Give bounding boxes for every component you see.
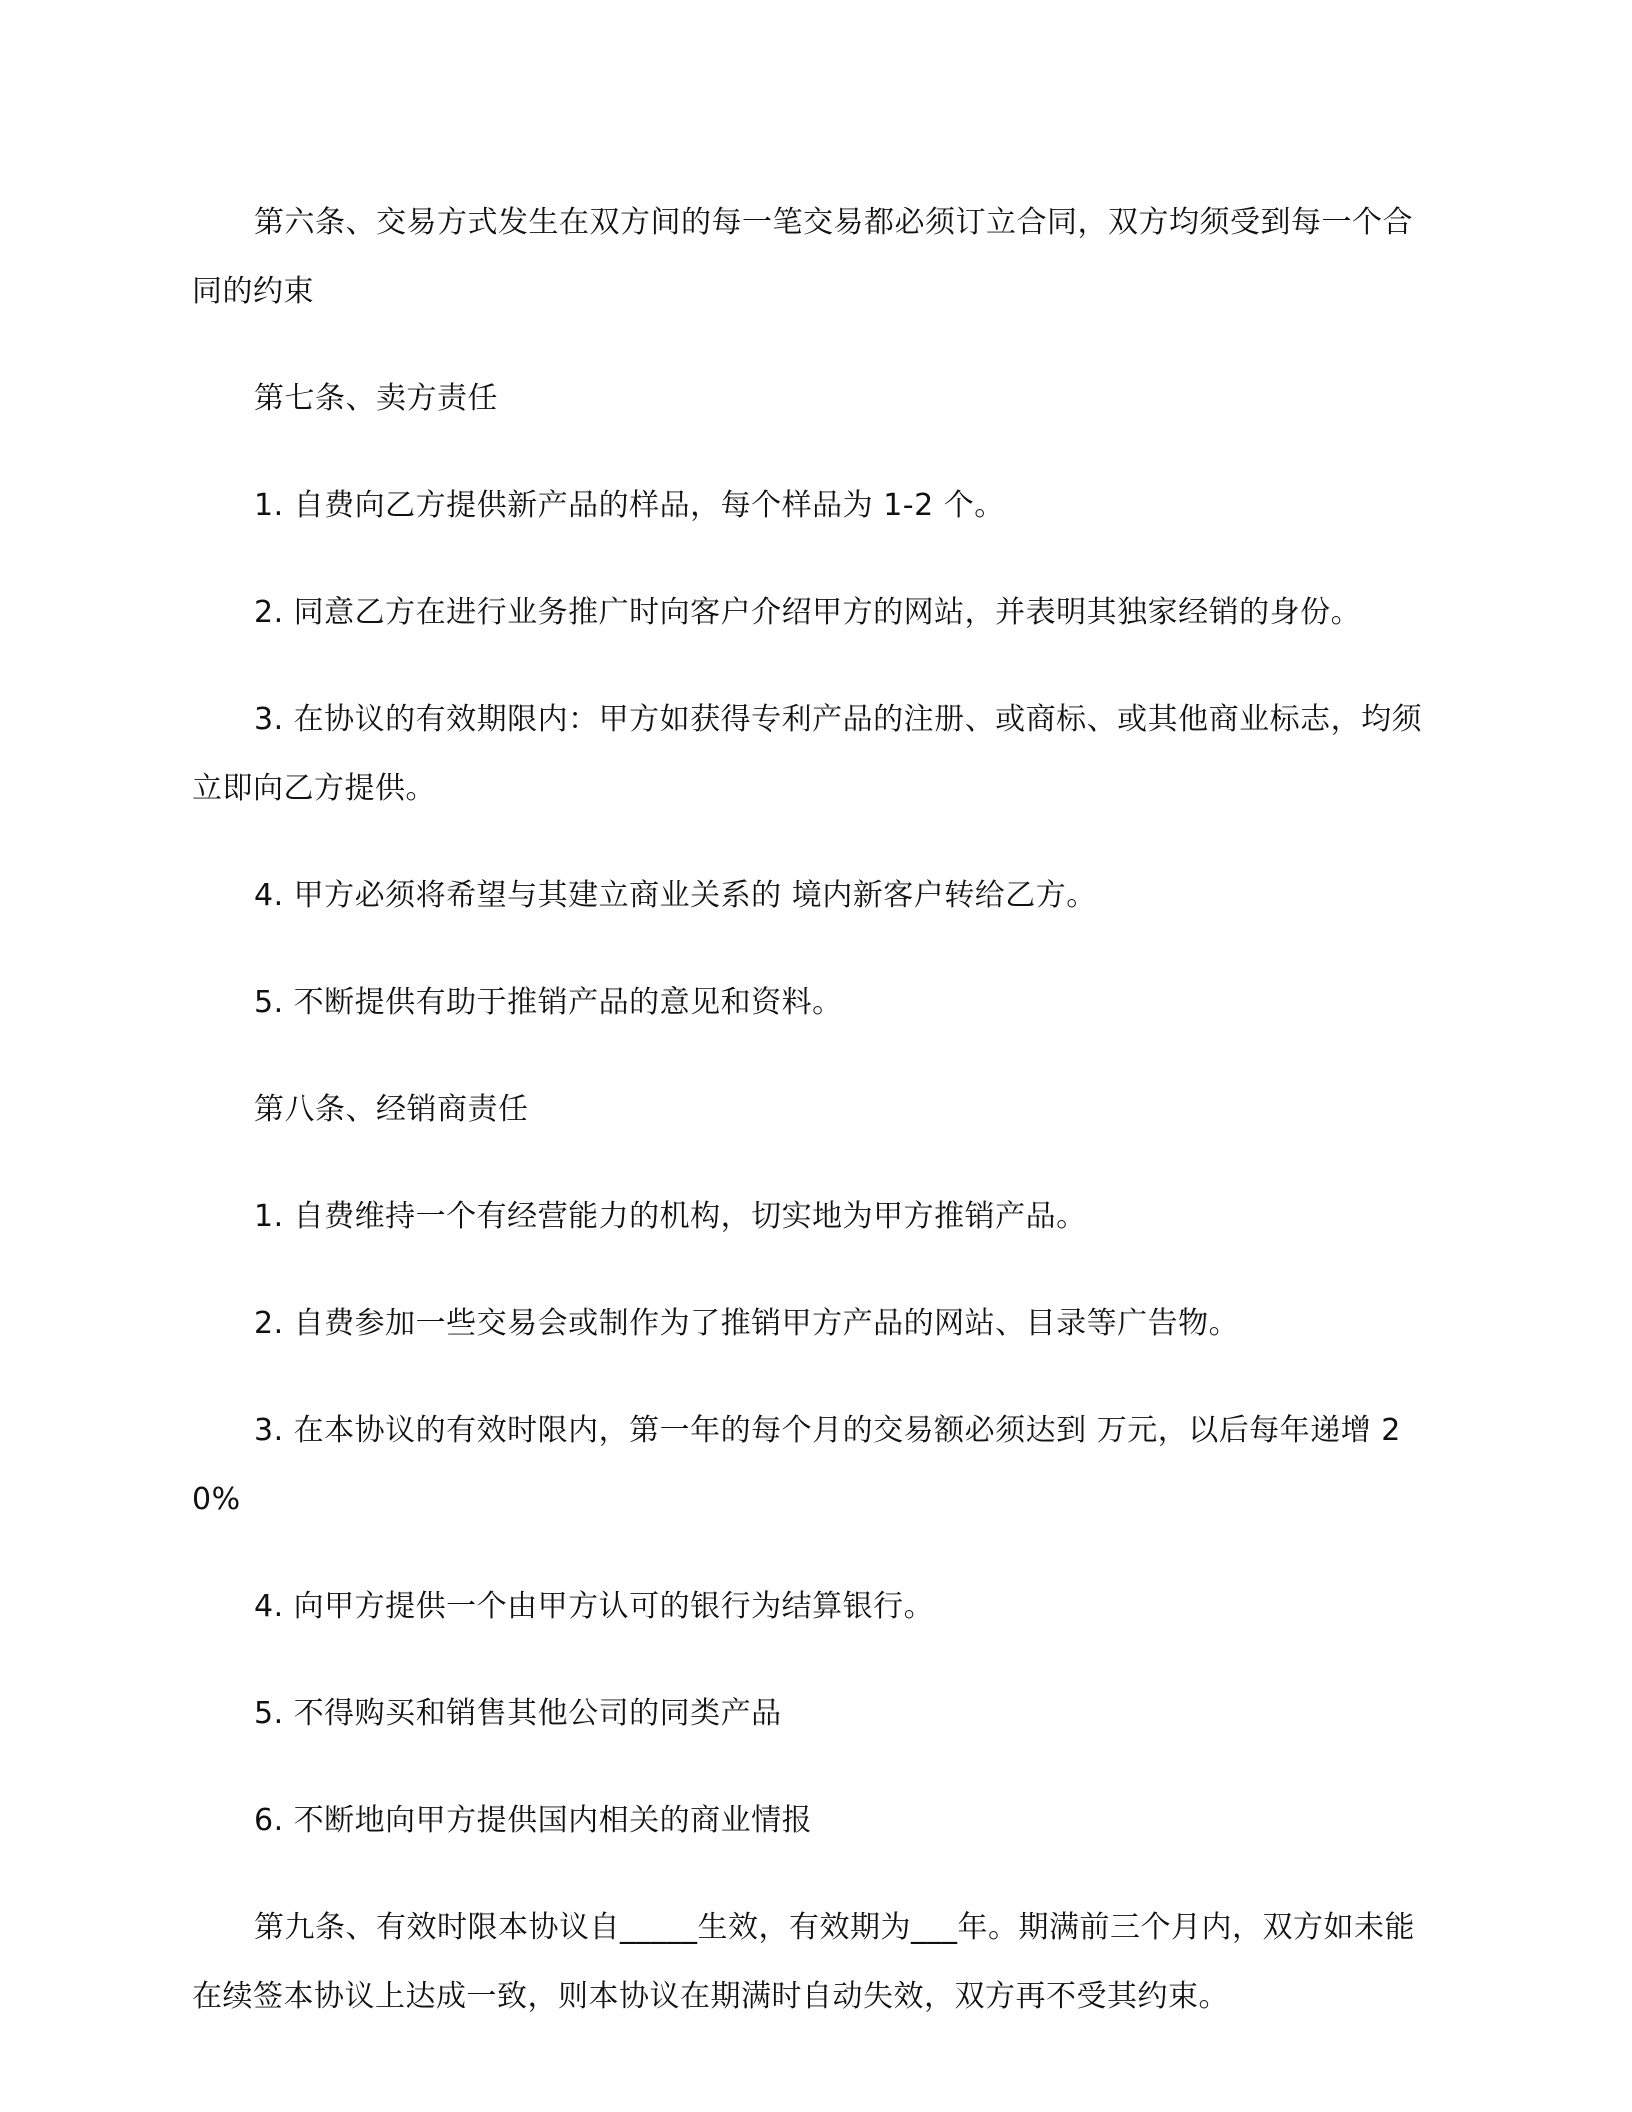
article-7-item-5: 5. 不断提供有助于推销产品的意见和资料。 [254, 985, 843, 1020]
article-9-paragraph: 第九条、有效时限本协议自_____生效，有效期为___年。期满前三个月内，双方如未能在续签本协议上达成一致，则本协议在期满时自动失效，双方再不受其约束。 [192, 1910, 1415, 2014]
article-6-paragraph: 第六条、交易方式发生在双方间的每一笔交易都必须订立合同，双方均须受到每一个合同的约束 [192, 205, 1413, 309]
article-8-heading: 第八条、经销商责任 [254, 1092, 529, 1127]
article-7-item-2: 2. 同意乙方在进行业务推广时向客户介绍甲方的网站，并表明其独家经销的身份。 [254, 595, 1362, 630]
article-8-item-6: 6. 不断地向甲方提供国内相关的商业情报 [254, 1803, 813, 1838]
article-8-item-4: 4. 向甲方提供一个由甲方认可的银行为结算银行。 [254, 1589, 935, 1624]
article-8-item-1: 1. 自费维持一个有经营能力的机构，切实地为甲方推销产品。 [254, 1199, 1087, 1234]
article-7-item-3: 3. 在协议的有效期限内：甲方如获得专利产品的注册、或商标、或其他商业标志，均须立即向乙方提供。 [192, 702, 1423, 806]
article-8-item-3: 3. 在本协议的有效时限内，第一年的每个月的交易额必须达到 万元，以后每年递增 20% [192, 1413, 1401, 1517]
article-8-item-5: 5. 不得购买和销售其他公司的同类产品 [254, 1696, 782, 1731]
article-7-item-1: 1. 自费向乙方提供新产品的样品，每个样品为 1-2 个。 [254, 488, 1005, 523]
document-body [192, 188, 1424, 2069]
article-7-heading: 第七条、卖方责任 [254, 381, 498, 416]
article-7-item-4: 4. 甲方必须将希望与其建立商业关系的 境内新客户转给乙方。 [254, 878, 1097, 913]
article-8-item-2: 2. 自费参加一些交易会或制作为了推销甲方产品的网站、目录等广告物。 [254, 1306, 1240, 1341]
